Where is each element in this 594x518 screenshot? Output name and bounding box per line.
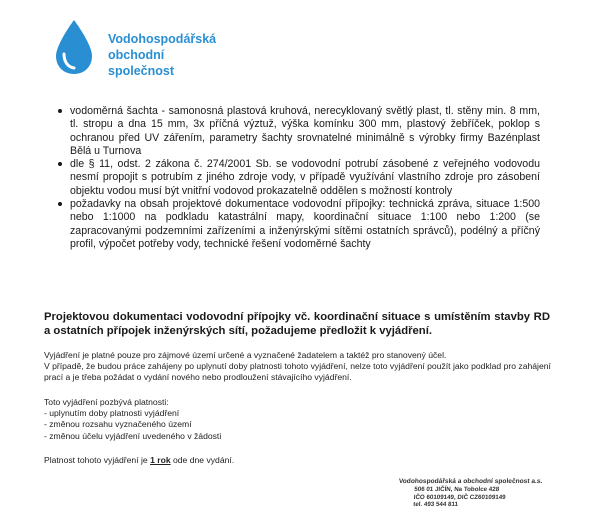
logo-line: Vodohospodářská — [108, 32, 217, 46]
expiry-list — [44, 397, 554, 442]
validity-period-suffix: ode dne vydání. — [170, 455, 235, 465]
validity-paragraph — [44, 350, 554, 384]
validity-period-value: 1 rok — [150, 455, 171, 465]
stamp-ids: IČO 60109149, DIČ CZ60109149 — [413, 493, 506, 501]
documentation-requirement: Projektovou dokumentaci vodovodní přípojky vč. koordinační situace s umístěním stavby RD a ostatních přípojek inženýrských sítí, požadujeme předložit k vyjádření. — [44, 311, 550, 337]
expiry-item: - změnou rozsahu vyznačeného území — [44, 419, 192, 430]
logo-line: společnost — [108, 64, 174, 78]
logo-text — [108, 31, 268, 79]
company-stamp — [397, 478, 559, 509]
stamp-phone: tel. 493 544 811 — [412, 501, 459, 509]
validity-period — [44, 455, 554, 466]
requirements-list — [58, 105, 540, 251]
validity-line: Vyjádření je platné pouze pro zájmové území určené a vyznačené žadatelem a taktéž pro stanovený účel. — [44, 350, 447, 360]
expiry-item: - změnou účelu vyjádření uvedeného v žádosti — [44, 430, 222, 441]
expiry-heading: Toto vyjádření pozbývá platnosti: — [44, 397, 169, 407]
list-item: vodoměrná šachta - samonosná plastová kruhová, nerecyklovaný světlý plast, tl. stěny min. 8 mm, tl. stropu a dna 15 mm, 3x příčná výztuž, výška komínku 300 mm, plastový žebříček, poklop s ochranou před UV zářením, parametry šachty srovnatelné minimálně s výrobky firmy Bazénplast Bělá u Turnova — [58, 105, 540, 158]
expiry-item: - uplynutím doby platnosti vyjádření — [44, 408, 180, 419]
water-drop-icon — [52, 18, 96, 76]
stamp-address: 506 01 JIČÍN, Na Tobolce 428 — [414, 485, 500, 493]
stamp-name: Vodohospodářská a obchodní společnost a.s. — [398, 478, 543, 485]
validity-period-prefix: Platnost tohoto vyjádření je — [44, 455, 151, 465]
logo-line: obchodní — [108, 48, 165, 62]
validity-line: V případě, že budou práce zahájeny po uplynutí doby platnosti tohoto vyjádření, nelze toto vyjádření použít jako podklad pro zahájení prací a je třeba požádat o vydání nového nebo prodloužení stávajícího vyjádření. — [44, 361, 551, 383]
list-item: požadavky na obsah projektové dokumentace vodovodní přípojky: technická zpráva, situace 1:500 nebo 1:1000 na podkladu katastrální mapy, koordinační situace 1:100 nebo 1:200 (se zapracovanými podzemními zařízeními a inženýrskými sítěmi ostatních správců), podélný a příčný profil, výpočet potřeby vody, technické řešení vodoměrné šachty — [58, 198, 540, 251]
list-item: dle § 11, odst. 2 zákona č. 274/2001 Sb. se vodovodní potrubí zásobené z veřejného vodovodu nesmí propojit s potrubím z jiného zdroje vody, v případě využívání vlastního zdroje pro zásobení objektu vodou musí být vnitřní vodovod prokazatelně oddělen s možností kontroly — [58, 158, 540, 198]
